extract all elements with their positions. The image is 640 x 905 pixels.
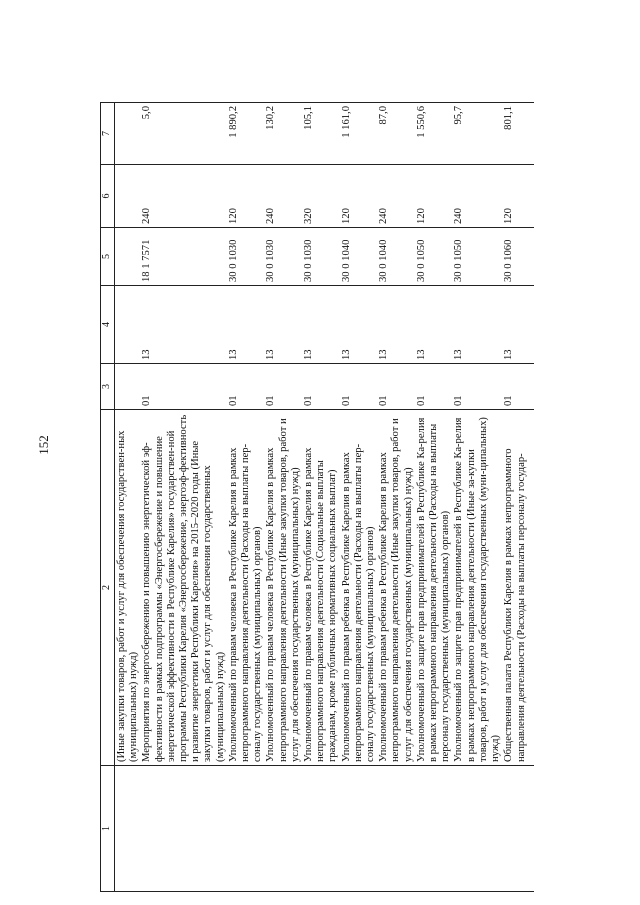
target-article-cell: 30 0 1030 (264, 228, 302, 286)
target-article-cell: 30 0 1060 (502, 228, 533, 286)
amount-cell: 5,0 (140, 103, 226, 165)
section-code-cell: 01 (377, 364, 415, 410)
section-code-cell: 01 (227, 364, 265, 410)
expense-type-cell (115, 165, 141, 228)
section-code-cell: 01 (264, 364, 302, 410)
expense-type-cell: 240 (140, 165, 226, 228)
row-description-cell: Уполномоченный по правам ребенка в Республике Карелия в рамках непрограммного направления деятельности (Расходы на выплаты пер-соналу государственных (муниципальных) органов) (340, 410, 378, 766)
section-code-cell: 01 (502, 364, 533, 410)
amount-cell: 1 550,6 (415, 103, 453, 165)
column-header: 4 (101, 286, 115, 364)
row-description-cell: Уполномоченный по правам человека в Республике Карелия в рамках непрограммного направления деятельности (Социальные выплаты гражданам, кроме публичных нормативных социальных выплат) (302, 410, 340, 766)
target-article-cell: 30 0 1030 (302, 228, 340, 286)
row-description-cell: Мероприятия по энергосбережению и повышению энергетической эф-фективности в рамках подпрограммы «Энергосбережение и повышение энергетической эффективности в Республике Карелия» государствен-ной программы Республики Карелия «Энергосбережение, энергоэф-фективность и развитие энергетики Республики Карелия» на 2015–2020 годы (Иные закупки товаров, работ и услуг для обеспечения государственных (муниципальных) нужд) (140, 410, 226, 766)
row-number-cell (415, 766, 453, 892)
row-description-cell: Уполномоченный по правам человека в Республике Карелия в рамках непрограммного направления деятельности (Иные закупки товаров, работ и услуг для обеспечения государственных (муниципальных) нужд) (264, 410, 302, 766)
expense-type-cell: 120 (340, 165, 378, 228)
row-number-cell (140, 766, 226, 892)
table-body (115, 103, 534, 892)
target-article-cell (115, 228, 141, 286)
section-code-cell: 01 (302, 364, 340, 410)
target-article-cell: 30 0 1050 (415, 228, 453, 286)
subsection-code-cell: 13 (502, 286, 533, 364)
target-article-cell: 30 0 1040 (340, 228, 378, 286)
target-article-cell: 30 0 1050 (452, 228, 502, 286)
subsection-code-cell (115, 286, 141, 364)
amount-cell: 105,1 (302, 103, 340, 165)
subsection-code-cell: 13 (340, 286, 378, 364)
column-header: 5 (101, 228, 115, 286)
subsection-code-cell: 13 (452, 286, 502, 364)
section-code-cell: 01 (140, 364, 226, 410)
header-row (101, 103, 115, 892)
expense-type-cell: 120 (502, 165, 533, 228)
table-row (302, 103, 340, 892)
row-description-cell: Уполномоченный по защите прав предпринимателей в Республике Ка-релия в рамках непрограммного направления деятельности (Расходы на выплаты персоналу государственных (муниципальных) органов) (415, 410, 453, 766)
amount-cell (115, 103, 141, 165)
table-row (415, 103, 453, 892)
target-article-cell: 30 0 1030 (227, 228, 265, 286)
expense-type-cell: 240 (264, 165, 302, 228)
row-description-cell: Уполномоченный по защите прав предпринимателей в Республике Ка-релия в рамках непрограммного направления деятельности (Иные за-купки товаров, работ и услуг для обеспечения государственных (муни-ципальных) нужд) (452, 410, 502, 766)
expense-type-cell: 120 (227, 165, 265, 228)
subsection-code-cell: 13 (227, 286, 265, 364)
row-description-cell: Уполномоченный по правам ребенка в Республике Карелия в рамках непрограммного направления деятельности (Иные закупки товаров, работ и услуг для обеспечения государственных (муниципальных) нужд) (377, 410, 415, 766)
subsection-code-cell: 13 (415, 286, 453, 364)
row-number-cell (115, 766, 141, 892)
amount-cell: 801,1 (502, 103, 533, 165)
section-code-cell: 01 (340, 364, 378, 410)
column-header: 1 (101, 766, 115, 892)
row-number-cell (264, 766, 302, 892)
amount-cell: 130,2 (264, 103, 302, 165)
table-row (227, 103, 265, 892)
row-number-cell (340, 766, 378, 892)
amount-cell: 87,0 (377, 103, 415, 165)
row-number-cell (377, 766, 415, 892)
table-row (452, 103, 502, 892)
row-number-cell (452, 766, 502, 892)
section-code-cell: 01 (415, 364, 453, 410)
row-description-cell: Уполномоченный по правам человека в Республике Карелия в рамках непрограммного направления деятельности (Расходы на выплаты пер-соналу государственных (муниципальных) органов) (227, 410, 265, 766)
table-row (140, 103, 226, 892)
subsection-code-cell: 13 (302, 286, 340, 364)
amount-cell: 1 890,2 (227, 103, 265, 165)
column-header: 3 (101, 364, 115, 410)
table-row (377, 103, 415, 892)
expense-type-cell: 240 (377, 165, 415, 228)
expense-type-cell: 120 (415, 165, 453, 228)
row-number-cell (302, 766, 340, 892)
subsection-code-cell: 13 (264, 286, 302, 364)
target-article-cell: 30 0 1040 (377, 228, 415, 286)
column-header: 6 (101, 165, 115, 228)
subsection-code-cell: 13 (377, 286, 415, 364)
row-description-cell: (Иные закупки товаров, работ и услуг для обеспечения государствен-ных (муниципальных) нужд) (115, 410, 141, 766)
section-code-cell: 01 (452, 364, 502, 410)
target-article-cell: 18 1 7571 (140, 228, 226, 286)
budget-table (100, 102, 534, 892)
table-row (502, 103, 533, 892)
expense-type-cell: 320 (302, 165, 340, 228)
table-row (340, 103, 378, 892)
expense-type-cell: 240 (452, 165, 502, 228)
column-header: 2 (101, 410, 115, 766)
row-description-cell: Общественная палата Республики Карелия в рамках непрограммного направления деятельности (Расходы на выплаты персоналу государ- (502, 410, 533, 766)
amount-cell: 1 161,0 (340, 103, 378, 165)
page-number: 152 (36, 435, 51, 455)
amount-cell: 95,7 (452, 103, 502, 165)
row-number-cell (502, 766, 533, 892)
column-header: 7 (101, 103, 115, 165)
section-code-cell (115, 364, 141, 410)
table-row (115, 103, 141, 892)
subsection-code-cell: 13 (140, 286, 226, 364)
row-number-cell (227, 766, 265, 892)
table-row (264, 103, 302, 892)
